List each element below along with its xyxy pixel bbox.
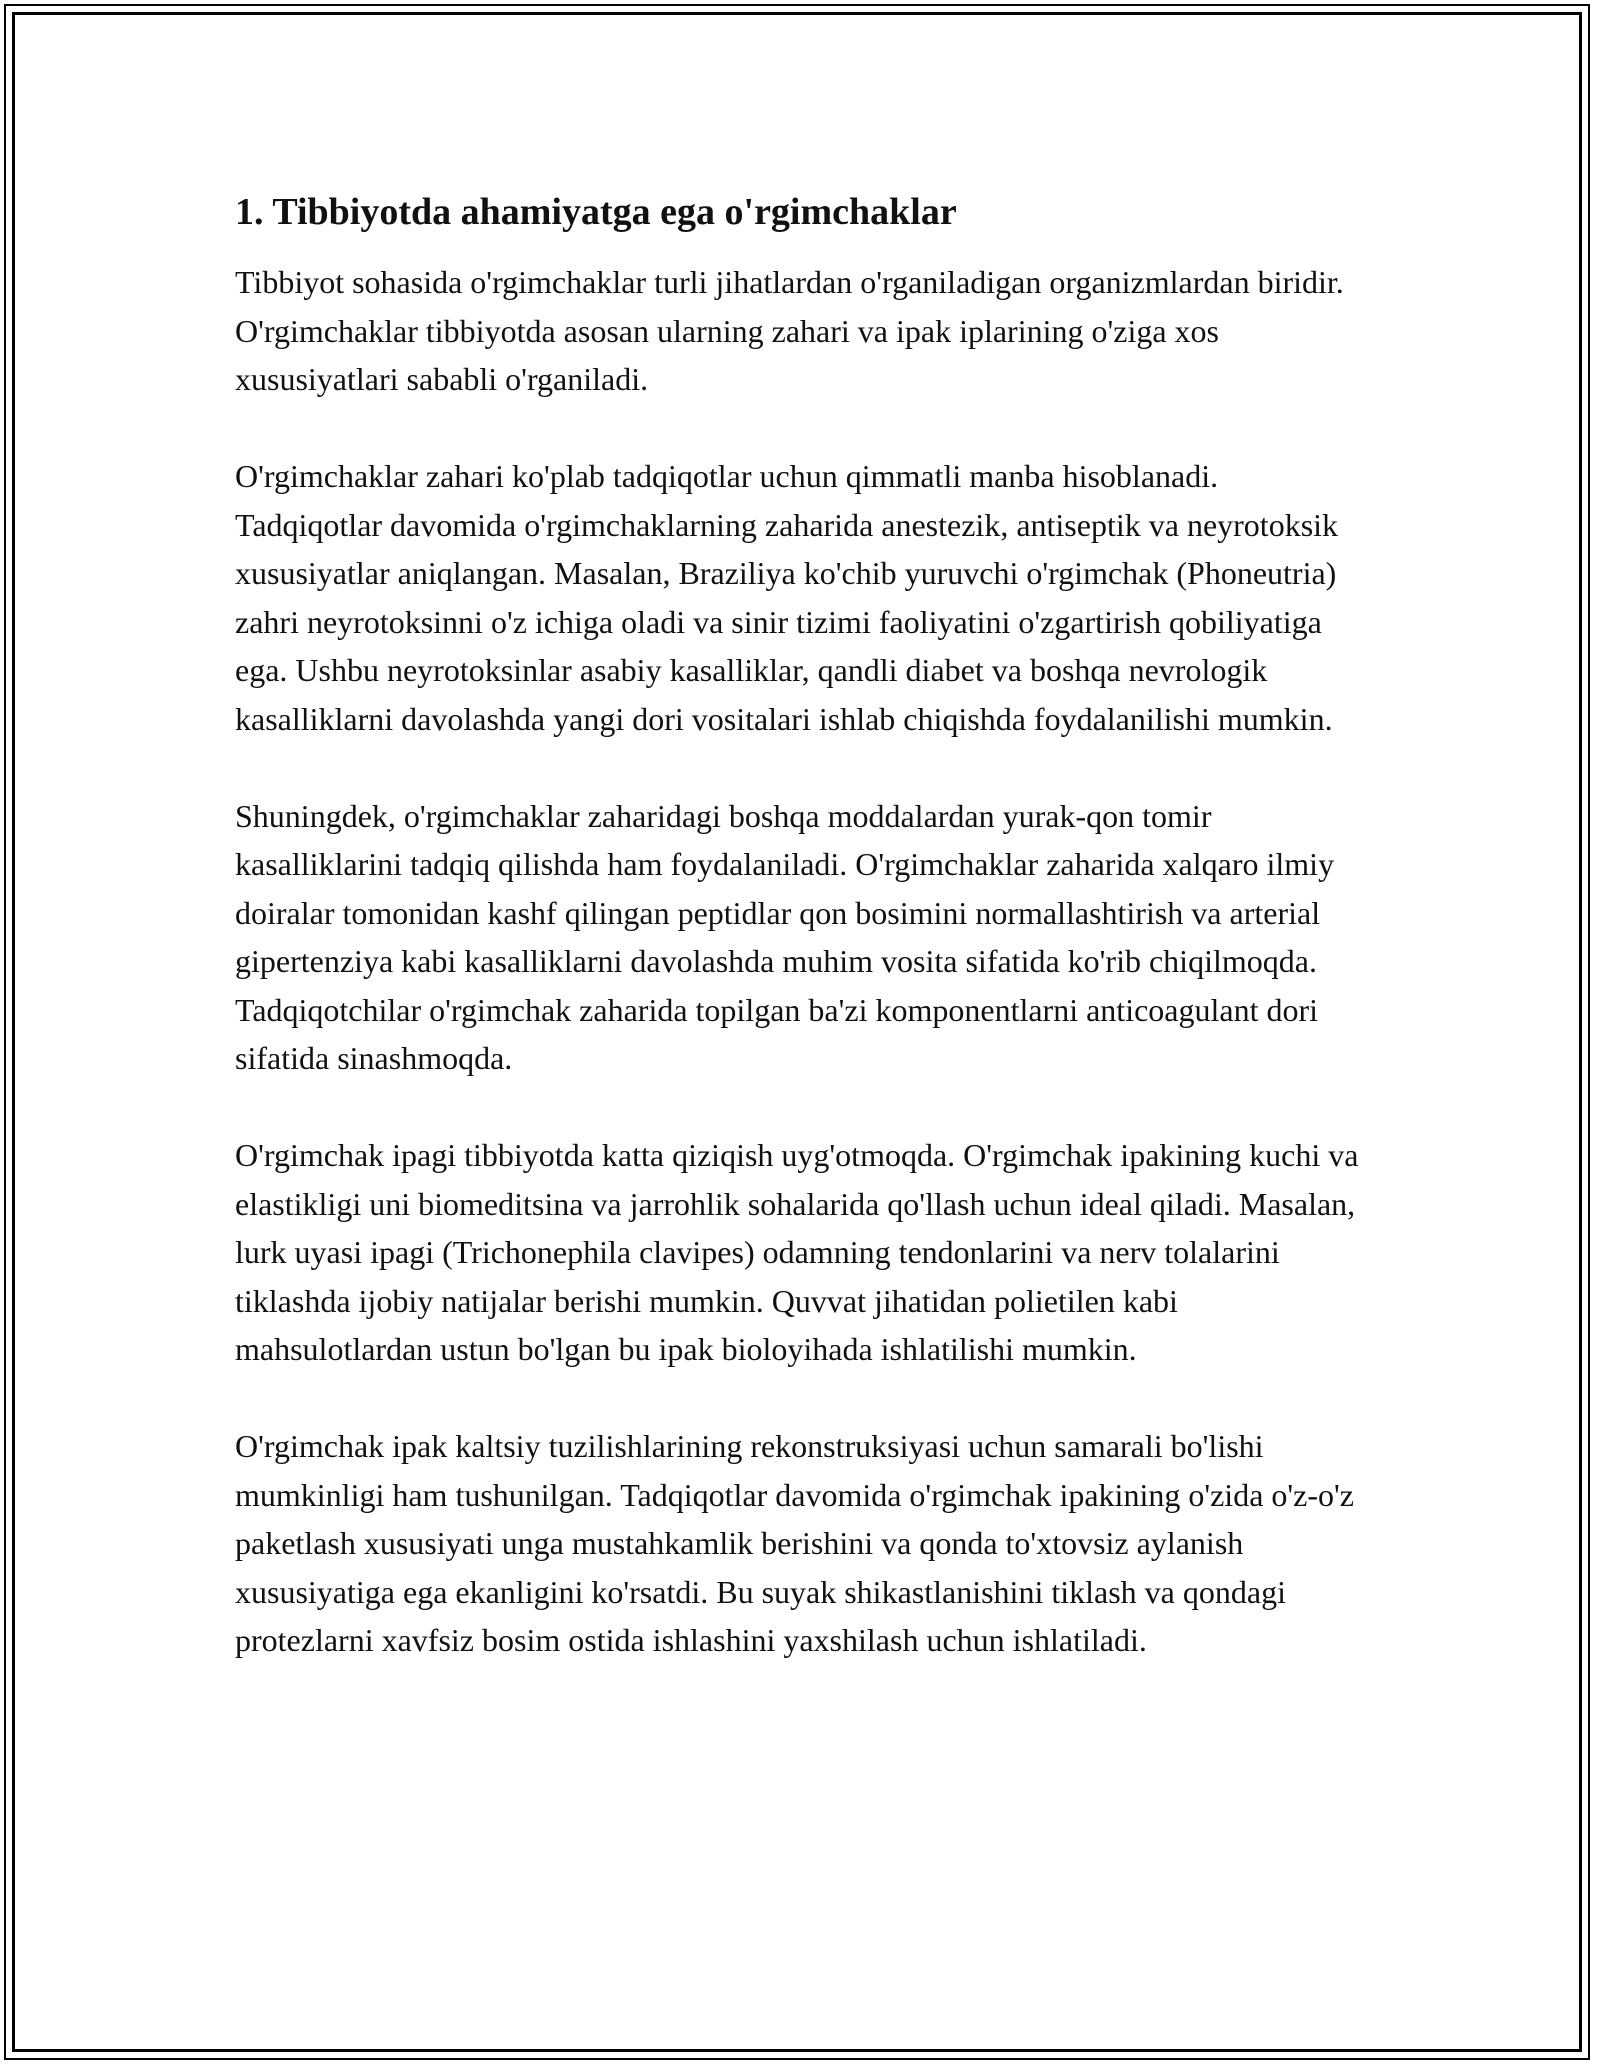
document-body — [235, 188, 1370, 1665]
paragraph-venom: O'rgimchaklar zahari ko'plab tadqiqotlar uchun qimmatli manba hisoblanadi. Tadqiqotlar davomida o'rgimchaklarning zaharida anestezik, antiseptik va neyrotoksik xususiyatlar aniqlangan. Masalan, Braziliya ko'chib yuruvchi o'rgimchak (Phoneutria) zahri neyrotoksinni o'z ichiga oladi va sinir tizimi faoliyatini o'zgartirish qobiliyatiga ega. Ushbu neyrotoksinlar asabiy kasalliklar, qandli diabet va boshqa nevrologik kasalliklarni davolashda yangi dori vositalari ishlab chiqishda foydalanilishi mumkin. — [235, 458, 1339, 737]
paragraph-intro: Tibbiyot sohasida o'rgimchaklar turli jihatlardan o'rganiladigan organizmlardan biridir. O'rgimchaklar tibbiyotda asosan ularning zahari va ipak iplarining o'ziga xos xususiyatlari sababli o'rganiladi. — [235, 264, 1344, 397]
paragraph-cardiovascular: Shuningdek, o'rgimchaklar zaharidagi boshqa moddalardan yurak-qon tomir kasalliklarini tadqiq qilishda ham foydalaniladi. O'rgimchaklar zaharida xalqaro ilmiy doiralar tomonidan kashf qilingan peptidlar qon bosimini normallashtirish va arterial gipertenziya kabi kasalliklarni davolashda muhim vosita sifatida ko'rib chiqilmoqda. Tadqiqotchilar o'rgimchak zaharida topilgan ba'zi komponentlarni anticoagulant dori sifatida sinashmoqda. — [235, 797, 1335, 1076]
paragraph-silk: O'rgimchak ipagi tibbiyotda katta qiziqish uyg'otmoqda. O'rgimchak ipakining kuchi va elastikligi uni biomeditsina va jarrohlik sohalarida qo'llash uchun ideal qiladi. Masalan, lurk uyasi ipagi (Trichonephila clavipes) odamning tendonlarini va nerv tolalarini tiklashda ijobiy natijalar berishi mumkin. Quvvat jihatidan polietilen kabi mahsulotlardan ustun bo'lgan bu ipak bioloyihada ishlatilishi mumkin. — [235, 1137, 1359, 1367]
section-heading: 1. Tibbiyotda ahamiyatga ega o'rgimchaklar — [235, 191, 957, 233]
paragraph-reconstruction: O'rgimchak ipak kaltsiy tuzilishlarining rekonstruksiyasi uchun samarali bo'lishi mumkinligi ham tushunilgan. Tadqiqotlar davomida o'rgimchak ipakining o'zida o'z-o'z paketlash xususiyati unga mustahkamlik berishini va qonda to'xtovsiz aylanish xususiyatiga ega ekanligini ko'rsatdi. Bu suyak shikastlanishini tiklash va qondagi protezlarni xavfsiz bosim ostida ishlashini yaxshilash uchun ishlatiladi. — [235, 1428, 1354, 1658]
